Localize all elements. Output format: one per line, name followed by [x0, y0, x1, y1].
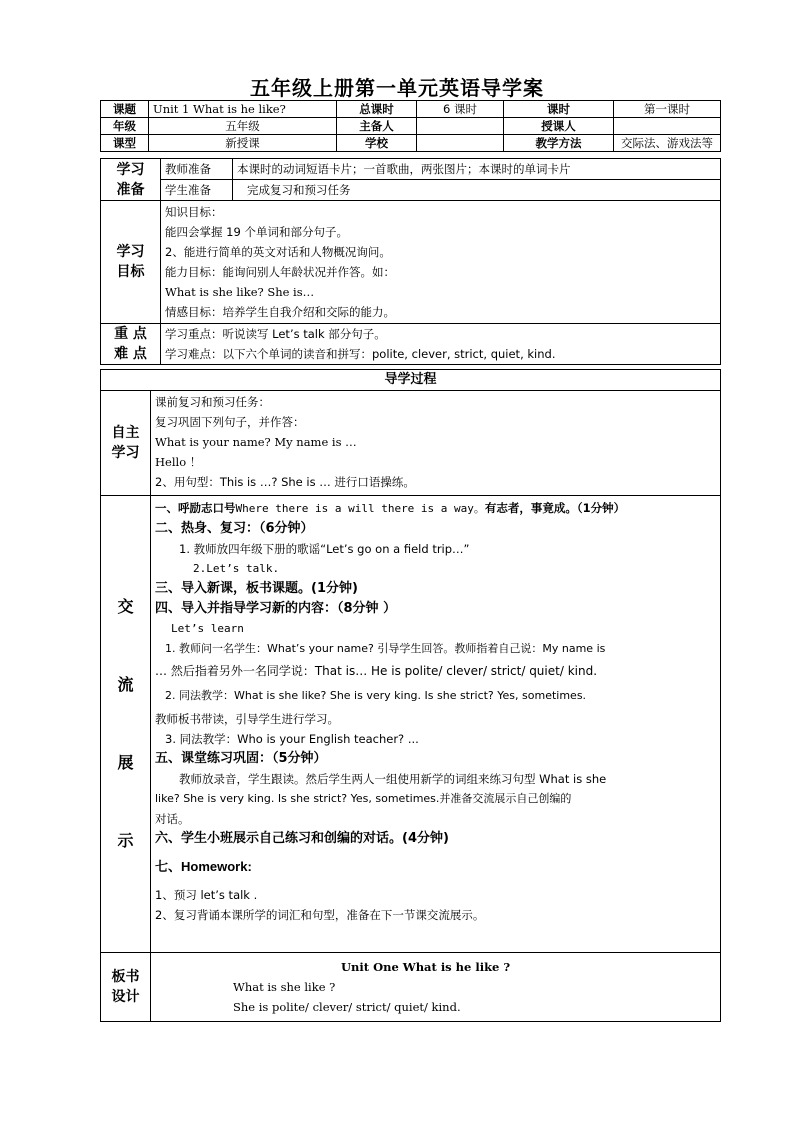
practice-item: 对话。 — [155, 812, 190, 826]
self-study-line: Hello ！ — [155, 455, 202, 469]
page-title: 五年级上册第一单元英语导学案 — [250, 76, 544, 100]
goal-line: 情感目标：培养学生自我介绍和交际的能力。 — [165, 305, 395, 319]
warmup-item: 2.Let’s talk. — [193, 562, 280, 575]
board-line: What is she like ? — [233, 980, 336, 994]
warmup-item: 1. 教师放四年级下册的歌谣“Let’s go on a field trip…” — [179, 542, 470, 556]
header-row — [101, 101, 721, 118]
homework-item: 2、复习背诵本课所学的词汇和句型，准备在下一节课交流展示。 — [155, 908, 485, 922]
self-study-label: 自主 学习 — [101, 391, 151, 496]
section-new-content: 四、导入并指导学习新的内容：（8分钟 ） — [155, 601, 397, 616]
total-periods-value: 6 课时 — [417, 101, 504, 118]
goals-table — [100, 158, 721, 365]
section-practice: 五、课堂练习巩固：（5分钟） — [155, 751, 327, 766]
board-title: Unit One What is he like ? — [341, 960, 511, 974]
new-content-item: 3. 同法教学：Who is your English teacher? ... — [165, 732, 419, 746]
teacher-prep-text: 本课时的动词短语卡片；一首歌曲，两张图片；本课时的单词卡片 — [233, 159, 721, 180]
student-prep-label: 学生准备 — [161, 180, 233, 201]
exchange-label — [101, 496, 151, 953]
exchange-row — [101, 496, 721, 953]
section-slogan: 一、呼励志口号Where there is a will there is a way。有志者，事竟成。（1分钟） — [155, 501, 626, 515]
goals-label: 学习 目标 — [101, 201, 161, 324]
process-heading: 导学过程 — [101, 370, 721, 391]
new-content-item: 1. 教师问一名学生：What’s your name? 引导学生回答。教师指着自己说：My name is — [165, 642, 606, 655]
label-lead-preparer: 主备人 — [337, 118, 417, 135]
homework-item: 1、预习 let’s talk . — [155, 888, 258, 902]
section-show: 六、学生小班展示自己练习和创编的对话。(4分钟) — [155, 831, 449, 846]
practice-item: 教师放录音，学生跟读。然后学生两人一组使用新学的词组来练习句型 What is she — [179, 772, 607, 786]
method-value: 交际法、游戏法等 — [614, 135, 721, 152]
lesson-type-value: 新授课 — [149, 135, 337, 152]
exchange-char: 展 — [117, 753, 134, 772]
goals-row — [101, 201, 721, 324]
process-heading-row — [101, 370, 721, 391]
new-content-item: 教师板书带读，引导学生进行学习。 — [155, 712, 339, 726]
new-content-item: 2. 同法教学：What is she like? She is very king. Is she strict? Yes, sometimes. — [165, 689, 587, 702]
practice-item: like? She is very king. Is she strict? Yes, sometimes.并准备交流展示自己创编的 — [155, 792, 572, 805]
exchange-content — [151, 496, 721, 953]
goal-line: 知识目标： — [165, 205, 223, 219]
lead-preparer-value — [417, 118, 504, 135]
self-study-line: 课前复习和预习任务： — [155, 395, 270, 409]
self-study-line: 2、用句型：This is …? She is … 进行口语操练。 — [155, 475, 415, 489]
key-point: 学习重点：听说读写 Let’s talk 部分句子。 — [165, 327, 386, 341]
header-row — [101, 118, 721, 135]
process-table — [100, 369, 721, 1022]
label-total-periods: 总课时 — [337, 101, 417, 118]
student-prep-text: 完成复习和预习任务 — [233, 180, 721, 201]
keypoints-content — [161, 324, 721, 365]
self-study-content — [151, 391, 721, 496]
board-line: She is polite/ clever/ strict/ quiet/ kind. — [233, 1000, 461, 1014]
new-content-item: Let’s learn — [171, 622, 244, 635]
goal-line: What is she like? She is… — [165, 285, 315, 299]
exchange-char: 示 — [117, 831, 134, 850]
section-warmup: 二、热身、复习：（6分钟） — [155, 521, 314, 536]
section-homework: 七、Homework: — [155, 859, 252, 874]
teacher-value — [614, 118, 721, 135]
label-topic: 课题 — [101, 101, 149, 118]
label-grade: 年级 — [101, 118, 149, 135]
header-row — [101, 135, 721, 152]
keypoints-row — [101, 324, 721, 365]
header-table — [100, 100, 721, 152]
prep-row — [101, 159, 721, 180]
goal-line: 能四会掌握 19 个单词和部分句子。 — [165, 225, 348, 239]
self-study-row — [101, 391, 721, 496]
board-label: 板书 设计 — [101, 953, 151, 1022]
prep-label: 学习 准备 — [101, 159, 161, 201]
goals-content — [161, 201, 721, 324]
teacher-prep-label: 教师准备 — [161, 159, 233, 180]
section-intro: 三、导入新课，板书课题。(1分钟) — [155, 581, 358, 596]
self-study-line: What is your name? My name is … — [155, 435, 357, 449]
topic-value: Unit 1 What is he like? — [149, 101, 337, 118]
label-lesson-type: 课型 — [101, 135, 149, 152]
board-content — [151, 953, 721, 1022]
exchange-char: 交 — [117, 597, 134, 616]
goal-line: 能力目标：能询问别人年龄状况并作答。如： — [165, 265, 395, 279]
label-method: 教学方法 — [504, 135, 614, 152]
label-period: 课时 — [504, 101, 614, 118]
board-row — [101, 953, 721, 1022]
difficult-point: 学习难点：以下六个单词的读音和拼写：polite, clever, strict, quiet, kind. — [165, 347, 556, 361]
exchange-char: 流 — [117, 675, 134, 694]
keypoints-label: 重 点 难 点 — [101, 324, 161, 365]
goal-line: 2、能进行简单的英文对话和人物概况询问。 — [165, 245, 391, 259]
self-study-line: 复习巩固下列句子，并作答： — [155, 415, 305, 429]
school-value — [417, 135, 504, 152]
label-school: 学校 — [337, 135, 417, 152]
label-teacher: 授课人 — [504, 118, 614, 135]
period-value: 第一课时 — [614, 101, 721, 118]
grade-value: 五年级 — [149, 118, 337, 135]
new-content-item: … 然后指着另外一名同学说：That is… He is polite/ clever/ strict/ quiet/ kind. — [155, 664, 598, 678]
prep-row — [101, 180, 721, 201]
